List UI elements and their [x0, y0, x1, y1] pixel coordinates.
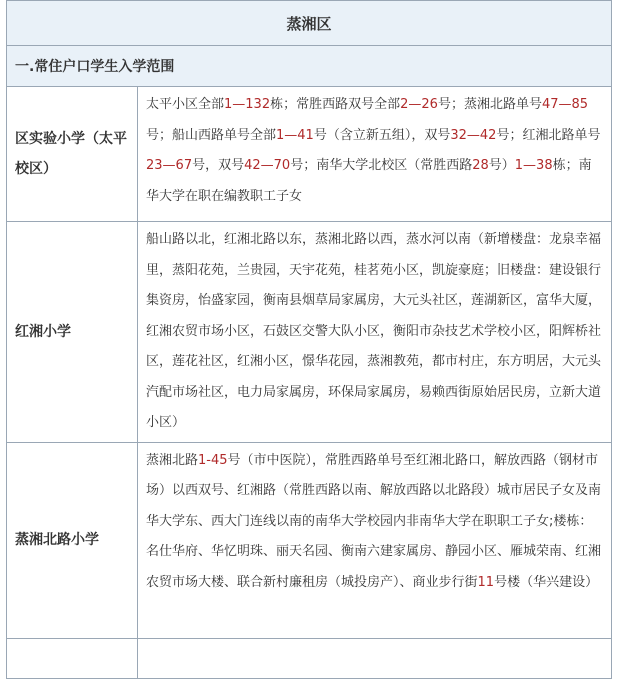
range-text: 号，双号: [192, 158, 245, 173]
number-range: 28: [472, 158, 489, 173]
range-text: 船山路以北，红湘北路以东，蒸湘北路以西，蒸水河以南（新增楼盘：龙泉幸福里，蒸阳花苑，兰贵园，天宇花苑，桂茗苑小区，凯旋豪庭；旧楼盘：建设银行集资房，怡盛家园，衡南县烟草局家属房，大元头社区，莲湖新区，富华大厦，红湘农贸市场小区，石鼓区交警大队小区，衡阳市杂技艺术学校小区，阳辉桥社区，莲花社区，红湘小区，憬华花园，蒸湘教苑，都市村庄，东方明居，大元头汽配市场社区，电力局家属房，环保局家属房，易赖西街原始居民房，立新大道小区）: [146, 232, 602, 430]
range-text: 号；南华大学北校区（常胜西路: [290, 158, 473, 173]
range-text: 号（含立新五组），双号: [313, 127, 451, 143]
range-text: 太平小区全部: [146, 97, 225, 112]
district-header-row: [7, 1, 612, 46]
number-range: 1—38: [514, 158, 553, 173]
school-name-empty: [7, 638, 138, 678]
range-text: 号；红湘北路单号: [496, 127, 601, 143]
number-range: 2—26: [400, 97, 438, 112]
table-row: [7, 222, 612, 443]
range-text: 栋；常胜西路双号全部: [270, 97, 401, 112]
range-text: 号）: [488, 158, 515, 173]
school-name: 区实验小学（太平校区）: [7, 87, 138, 222]
range-text: 蒸湘北路: [146, 452, 199, 468]
district-title: 蒸湘区: [7, 1, 612, 46]
table-row: [7, 442, 612, 638]
school-name: 蒸湘北路小学: [7, 442, 138, 638]
table-row: [7, 638, 612, 678]
range-text: 号；蒸湘北路单号: [437, 97, 542, 112]
number-range: 11: [477, 574, 495, 590]
number-range: 23—67: [146, 158, 193, 173]
number-range: 1-45: [198, 452, 228, 468]
range-text: 号楼（华兴建设）: [494, 574, 599, 590]
range-text: 号；船山西路单号全部: [146, 127, 277, 143]
section-header-row: [7, 46, 612, 87]
range-text: 号（市中医院），常胜西路单号至红湘北路口，解放西路（钢材市场）以西双号、红湘路（常胜西路以南、解放西路以北路段）城市居民子女及南华大学东、西大门连线以南的南华大学校园内非南华大学在职职工子女;楼栋：名仕华府、华忆明珠、丽天名园、衡南六建家属房、静园小区、雁城荣南、红湘农贸市场大楼、联合新村廉租房（城投房产）、商业步行街: [146, 452, 602, 590]
enrollment-range-empty: [138, 638, 612, 678]
enrollment-table: [6, 0, 612, 679]
range-text: 栋；南华大学在职在编教职工子女: [146, 158, 592, 204]
section-title: 一.常住户口学生入学范围: [7, 46, 612, 87]
school-name: 红湘小学: [7, 222, 138, 443]
enrollment-range: [138, 442, 612, 638]
number-range: 32—42: [450, 127, 497, 143]
table-row: [7, 87, 612, 222]
enrollment-range: [138, 87, 612, 222]
number-range: 1—41: [276, 127, 314, 143]
number-range: 47—85: [541, 97, 589, 112]
number-range: 1—132: [224, 97, 271, 112]
number-range: 42—70: [244, 158, 291, 173]
enrollment-range: [138, 222, 612, 443]
